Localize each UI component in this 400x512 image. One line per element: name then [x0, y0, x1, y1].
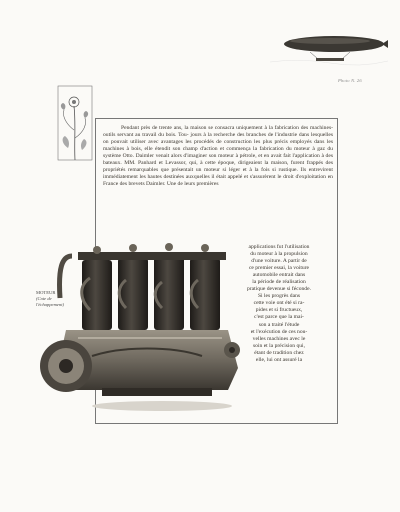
flower-ornament-icon — [54, 84, 96, 164]
engine-caption-title: MOTEUR — [36, 290, 56, 295]
text-line: précis employés dans les machines à bois, elle étendit son champ d'action — [103, 139, 334, 153]
text-line: la maison, furent frappés des propriétés remarquables que présentait un — [103, 160, 333, 174]
text-line: à la fabrication des machines-outils servant au travail du bois. Tou- — [103, 125, 333, 139]
text-line: et commença la fabrication du moteur à gaz du système Otto. Daimler — [103, 146, 333, 160]
column-line: c'est parce que la mai- — [254, 314, 304, 321]
column-line: d'une voiture. A partir de — [251, 258, 307, 265]
engine-caption-sub: (Cote de — [36, 296, 52, 301]
column-line: son a traité l'étude — [258, 321, 300, 328]
engine-caption — [36, 290, 64, 308]
column-line: et l'exécution de ces nou- — [250, 328, 308, 335]
column-line: étant de tradition chez — [254, 349, 304, 356]
text-line: d'exploitation en France des brevets Daimler. Une de leurs premières — [103, 174, 333, 188]
column-paragraph — [230, 244, 328, 364]
text-line: à des bateaux. MM. Panhard et Levassor, qui, à cette époque, dirigeaient — [103, 153, 334, 167]
column-line: ce premier essai, la voiture — [248, 265, 310, 272]
column-line: pides et si fructueux, — [255, 307, 303, 314]
column-line: du moteur à la propulsion — [250, 251, 308, 258]
text-line: moteur si léger et à la fois si rustique. Ils entrevirent immédiatement les — [103, 167, 333, 181]
text-line: pouvait utiliser avec avantages les procédés de construction les plus — [111, 139, 273, 146]
column-line: pratique devenue si féconde. — [247, 286, 311, 293]
airship-image — [270, 28, 388, 70]
text-line: hautes destinées auxquelles il était appelé et s'assurèrent le droit — [147, 174, 294, 181]
engine-caption-sub: l'échappement) — [36, 302, 65, 307]
text-line: jours à la recherche des branches de l'industrie dans lesquelles on — [103, 132, 333, 146]
column-line: elle, lui ont assuré la — [255, 356, 303, 363]
photo-caption: Photo N. 26 — [338, 78, 362, 83]
column-line: cette voie ont été si ra- — [253, 300, 305, 307]
column-line: velles machines avec le — [252, 335, 306, 342]
text-line: Pendant près de trente ans, la maison se consacra uniquement — [121, 125, 263, 131]
main-paragraph — [103, 125, 333, 188]
column-line: Si les progrès dans — [257, 293, 301, 300]
engine-image — [32, 238, 244, 416]
column-line: la période de réalisation — [252, 279, 306, 286]
column-line: applications fut l'utilisation — [248, 244, 310, 250]
column-line: automobile entrait dans — [252, 272, 306, 279]
column-line: soin et la précision qui, — [252, 342, 306, 349]
text-line: venait alors d'imaginer son moteur à pétrole, et en avait fait l'application — [155, 153, 320, 160]
